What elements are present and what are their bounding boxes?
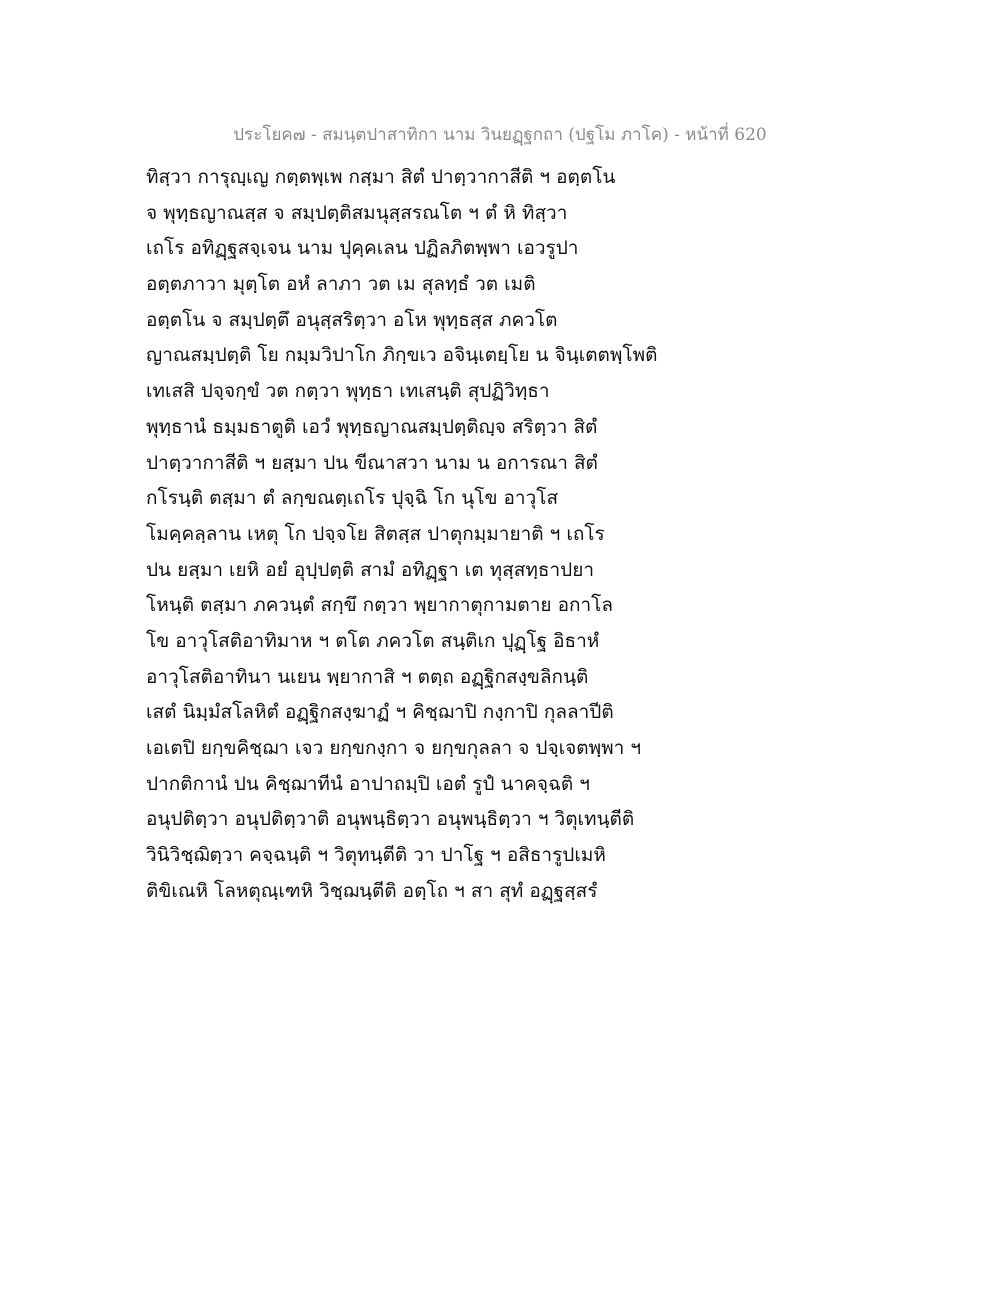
text-line: โมคฺคลฺลาน เหตุ โก ปจฺจโย สิตสฺส ปาตุกมฺมายาติ ฯ เถโร	[146, 522, 605, 545]
text-line: ปาตฺวากาสีติ ฯ ยสฺมา ปน ขีณาสวา นาม น อการณา สิตํ	[146, 451, 598, 474]
text-line: ทิสฺวา การุญฺเญ กตฺตพฺเพ กสฺมา สิตํ ปาตฺวากาสีติ ฯ อตฺตโน	[146, 166, 616, 188]
text-line: อนุปติตฺวา อนุปติตฺวาติ อนุพนฺธิตฺวา อนุพนฺธิตฺวา ฯ วิตุเทนฺตีติ	[146, 808, 635, 831]
text-line: วินิวิชฺฌิตฺวา คจฺฉนฺติ ฯ วิตุทนฺตีติ วา ปาโฐ ฯ อสิธารูปเมหิ	[146, 844, 606, 867]
text-line: พุทฺธานํ ธมฺมธาตูติ เอวํ พุทฺธญาณสมฺปตฺติญฺจ สริตฺวา สิตํ	[146, 415, 598, 438]
text-line: ติขิเณหิ โลหตุณฺเฑหิ วิชฺฌนฺตีติ อตฺโถ ฯ สา สุทํ อฏฺฐสฺสรํ	[146, 879, 598, 902]
text-line: อตฺตภาวา มุตฺโต อหํ ลาภา วต เม สุลทฺธํ วต เมติ	[146, 273, 536, 296]
text-line: เทเสสิ ปจฺจกฺขํ วต กตฺวา พุทฺธา เทเสนฺติ สุปฏิวิทฺธา	[146, 380, 550, 403]
text-line: อตฺตโน จ สมฺปตฺตึ อนุสฺสริตฺวา อโห พุทฺธสฺส ภควโต	[146, 308, 558, 331]
text-line: กโรนฺติ ตสฺมา ตํ ลกฺขณตฺเถโร ปุจฺฉิ โก นุโข อาวุโส	[146, 487, 559, 510]
text-line: เสตํ นิมฺมํสโลหิตํ อฏฺฐิกสงฺฆาฏํ ฯ คิชฺฌาปิ กงฺกาปิ กุลลาปีติ	[146, 701, 614, 724]
text-line: ญาณสมฺปตฺติ โย กมฺมวิปาโก ภิกฺขเว อจินฺเตยฺโย น จินฺเตตพฺโพติ	[146, 344, 658, 367]
text-line: โข อาวุโสติอาทิมาห ฯ ตโต ภควโต สนฺติเก ปุฏฺโฐ อิธาหํ	[146, 629, 600, 652]
text-line: ปากติกานํ ปน คิชฺฌาทีนํ อาปาถมฺปิ เอตํ รูปํ นาคจฺฉติ ฯ	[146, 772, 590, 795]
text-line: ปน ยสฺมา เยหิ อยํ อุปฺปตฺติ สามํ อทิฏฺฐา เต ทุสฺสทฺธาปยา	[146, 558, 595, 581]
text-line: เอเตปิ ยกฺขคิชฺฌา เจว ยกฺขกงฺกา จ ยกฺขกุลลา จ ปจฺเจตพฺพา ฯ	[146, 737, 642, 759]
text-line: โหนฺติ ตสฺมา ภควนฺตํ สกฺขึ กตฺวา พฺยากาตุกามตาย อกาโล	[146, 594, 614, 617]
running-header: ประโยค๗ - สมนฺตปาสาทิกา นาม วินยฏฺฐกถา (ปฐโม ภาโค) - หน้าที่ 620	[233, 125, 767, 145]
text-line: เถโร อทิฏฺฐสจฺเจน นาม ปุคฺคเลน ปฏิลภิตพฺพา เอวรูปา	[146, 237, 579, 260]
text-line: อาวุโสติอาทินา นเยน พฺยากาสิ ฯ ตตฺถ อฏฺฐิกสงฺขลิกนฺติ	[146, 665, 589, 688]
text-line: จ พุทฺธญาณสฺส จ สมฺปตฺติสมนุสฺสรณโต ฯ ตํ หิ ทิสฺวา	[146, 201, 568, 224]
body-text	[146, 160, 706, 909]
